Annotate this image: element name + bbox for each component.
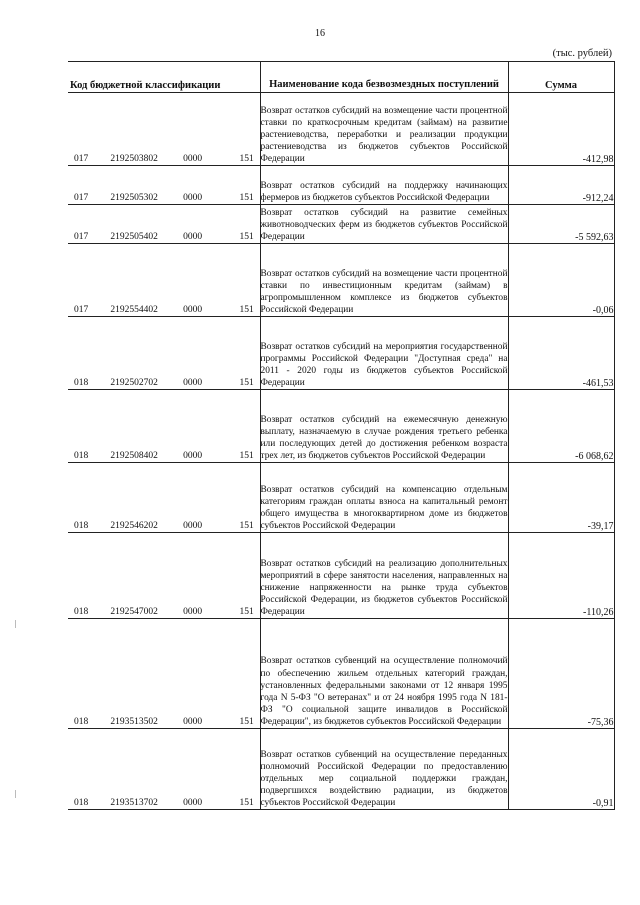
header-sum: Сумма	[508, 62, 614, 93]
table-row	[68, 166, 614, 205]
program-code: 0000	[183, 607, 203, 617]
header-code: Код бюджетной классификации	[68, 62, 260, 93]
table-row	[68, 244, 614, 317]
budget-code-cell	[68, 205, 260, 244]
table-row	[68, 619, 614, 729]
amount-cell: -110,26	[508, 533, 614, 619]
budget-code-cell	[68, 533, 260, 619]
program-code: 0000	[183, 305, 203, 315]
econ-code: 151	[239, 717, 254, 727]
income-code: 2192554402	[110, 305, 158, 315]
units-label: (тыс. рублей)	[552, 48, 612, 59]
program-code: 0000	[183, 378, 203, 388]
budget-code-cell	[68, 317, 260, 390]
table-row	[68, 463, 614, 533]
income-name-cell: Возврат остатков субсидий на возмещение части процентной ставки по инвестиционным кредитам (займам) в агропромышленном комплексе из бюджетов субъектов Российской Федерации	[260, 244, 508, 317]
budget-code-cell	[68, 166, 260, 205]
table-row	[68, 93, 614, 166]
table-row	[68, 390, 614, 463]
table-row	[68, 317, 614, 390]
econ-code: 151	[239, 798, 254, 808]
budget-table	[68, 61, 615, 810]
income-name-cell: Возврат остатков субсидий на компенсацию отдельным категориям граждан оплаты взноса на капитальный ремонт общего имущества в многоквартирном доме из бюджетов субъектов Российской Федерации	[260, 463, 508, 533]
income-code: 2193513502	[110, 717, 158, 727]
amount-cell: -39,17	[508, 463, 614, 533]
admin-code: 017	[74, 305, 89, 315]
income-name-cell: Возврат остатков субвенций на осуществление переданных полномочий Российской Федерации по предоставлению отдельных мер социальной поддержки граждан, подвергшихся воздействию радиации, из бюджетов субъектов Российской Федерации	[260, 729, 508, 810]
table-body	[68, 93, 614, 810]
econ-code: 151	[239, 305, 254, 315]
admin-code: 017	[74, 232, 89, 242]
income-name-cell: Возврат остатков субсидий на ежемесячную денежную выплату, назначаемую в случае рождения третьего ребенка или последующих детей до достижения ребенком возраста трех лет, из бюджетов субъектов Российской Федерации	[260, 390, 508, 463]
budget-code-cell	[68, 463, 260, 533]
econ-code: 151	[239, 607, 254, 617]
admin-code: 018	[74, 607, 89, 617]
program-code: 0000	[183, 193, 203, 203]
program-code: 0000	[183, 232, 203, 242]
budget-code-cell	[68, 729, 260, 810]
admin-code: 017	[74, 193, 89, 203]
program-code: 0000	[183, 451, 203, 461]
amount-cell: -912,24	[508, 166, 614, 205]
income-name-cell: Возврат остатков субсидий на поддержку начинающих фермеров из бюджетов субъектов Российской Федерации	[260, 166, 508, 205]
income-code: 2192502702	[110, 378, 158, 388]
income-name-cell: Возврат остатков субсидий на возмещение части процентной ставки по краткосрочным кредитам (займам) на развитие растениеводства, переработки и реализации продукции растениеводства из бюджетов субъектов Российской Федерации	[260, 93, 508, 166]
margin-mark	[15, 620, 16, 628]
budget-code-cell	[68, 244, 260, 317]
income-code: 2193513702	[110, 798, 158, 808]
income-code: 2192546202	[110, 521, 158, 531]
econ-code: 151	[239, 521, 254, 531]
admin-code: 017	[74, 154, 89, 164]
admin-code: 018	[74, 451, 89, 461]
table-row	[68, 205, 614, 244]
table-row	[68, 533, 614, 619]
econ-code: 151	[239, 154, 254, 164]
admin-code: 018	[74, 378, 89, 388]
program-code: 0000	[183, 798, 203, 808]
page-number: 16	[315, 28, 325, 39]
budget-code-cell	[68, 93, 260, 166]
econ-code: 151	[239, 378, 254, 388]
table-row	[68, 729, 614, 810]
income-code: 2192505302	[110, 193, 158, 203]
amount-cell: -412,98	[508, 93, 614, 166]
income-name-cell: Возврат остатков субсидий на развитие семейных животноводческих ферм из бюджетов субъектов Российской Федерации	[260, 205, 508, 244]
econ-code: 151	[239, 451, 254, 461]
amount-cell: -0,91	[508, 729, 614, 810]
income-code: 2192547002	[110, 607, 158, 617]
budget-code-cell	[68, 390, 260, 463]
program-code: 0000	[183, 717, 203, 727]
income-name-cell: Возврат остатков субсидий на реализацию дополнительных мероприятий в сфере занятости населения, направленных на снижение напряженности на рынке труда субъектов Российской Федерации, из бюджетов субъектов Российской Федерации	[260, 533, 508, 619]
margin-mark	[15, 790, 16, 798]
amount-cell: -461,53	[508, 317, 614, 390]
amount-cell: -5 592,63	[508, 205, 614, 244]
amount-cell: -75,36	[508, 619, 614, 729]
income-code: 2192508402	[110, 451, 158, 461]
header-name: Наименование кода безвозмездных поступлений	[260, 62, 508, 93]
amount-cell: -6 068,62	[508, 390, 614, 463]
admin-code: 018	[74, 521, 89, 531]
admin-code: 018	[74, 717, 89, 727]
admin-code: 018	[74, 798, 89, 808]
amount-cell: -0,06	[508, 244, 614, 317]
income-code: 2192505402	[110, 232, 158, 242]
budget-code-cell	[68, 619, 260, 729]
table-header-row	[68, 62, 614, 93]
econ-code: 151	[239, 193, 254, 203]
income-name-cell: Возврат остатков субсидий на мероприятия государственной программы Российской Федерации "Доступная среда" на 2011 - 2020 годы из бюджетов субъектов Российской Федерации	[260, 317, 508, 390]
econ-code: 151	[239, 232, 254, 242]
program-code: 0000	[183, 154, 203, 164]
income-name-cell: Возврат остатков субвенций на осуществление полномочий по обеспечению жильем отдельных категорий граждан, установленных федеральными законами от 12 января 1995 года N 5-ФЗ "О ветеранах" и от 24 ноября 1995 года N 181-ФЗ "О социальной защите инвалидов в Российской Федерации", из бюджетов субъектов Российской Федерации	[260, 619, 508, 729]
income-code: 2192503802	[110, 154, 158, 164]
program-code: 0000	[183, 521, 203, 531]
